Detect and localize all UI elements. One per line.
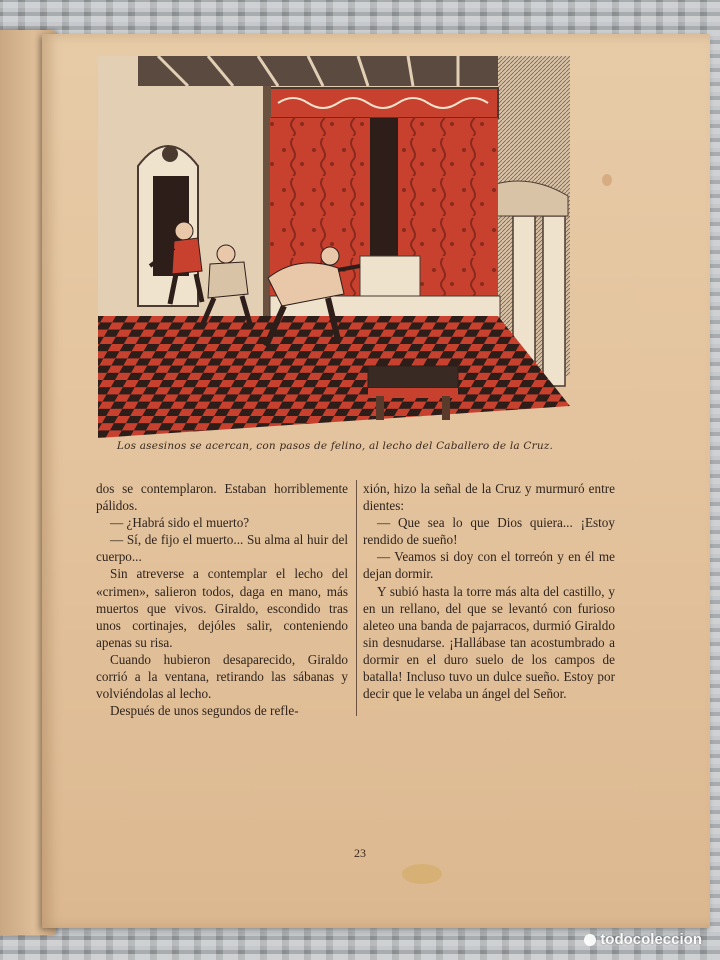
paragraph: Sin atreverse a contemplar el lecho del «crimen», salieron todos, daga en mano, más muertos que vivos. Giraldo, escondido tras unos cortinajes, dejóles salir, conteniendo apenas su risa. [96, 566, 348, 650]
watermark-logo [584, 931, 702, 948]
paragraph: Después de unos segundos de refle- [110, 703, 299, 719]
round-window [162, 146, 178, 162]
paper-stain [602, 174, 612, 186]
column-divider [356, 480, 357, 716]
paragraph: — Veamos si doy con el torreón y en él me dejan dormir. [363, 549, 615, 582]
ceiling-beams [138, 56, 498, 86]
paragraph: Y subió hasta la torre más alta del castillo, y en un rellano, del que se levantó con furioso aleteo una banda de pajarracos, durmió Giraldo sin desnudarse. ¡Hallábase tan acostumbrado a dormir en el duro suelo de los campos de batalla! Incluso tuvo un dulce sueño. Estoy por decir que le velaba un ángel del Señor. [363, 583, 615, 702]
paragraph: — Sí, de fijo el muerto... Su alma al huir del cuerpo... [96, 532, 348, 565]
page-number: 23 [354, 846, 366, 860]
paragraph: — ¿Habrá sido el muerto? [110, 515, 250, 531]
bed-canopy [268, 88, 498, 118]
paragraph: Cuando hubieron desaparecido, Giraldo corrió a la ventana, retirando las sábanas y volviéndolas al lecho. [96, 651, 348, 702]
bed-pillow [360, 256, 420, 296]
stone-column [543, 216, 565, 386]
paragraph: dos se contemplaron. Estaban horriblemente pálidos. [96, 481, 348, 514]
paragraph: xión, hizo la señal de la Cruz y murmuró entre dientes: [363, 481, 615, 514]
bedroom-illustration [98, 56, 570, 438]
right-text-column [363, 480, 615, 702]
left-text-column [96, 480, 348, 719]
paper-stain [402, 864, 442, 884]
illustration-caption: Los asesinos se acercan, con pasos de felino, al lecho del Caballero de la Cruz. [116, 440, 554, 452]
watermark-icon [584, 934, 596, 946]
watermark-text: todocoleccion [600, 931, 702, 948]
paragraph: — Que sea lo que Dios quiera... ¡Estoy rendido de sueño! [363, 515, 615, 548]
